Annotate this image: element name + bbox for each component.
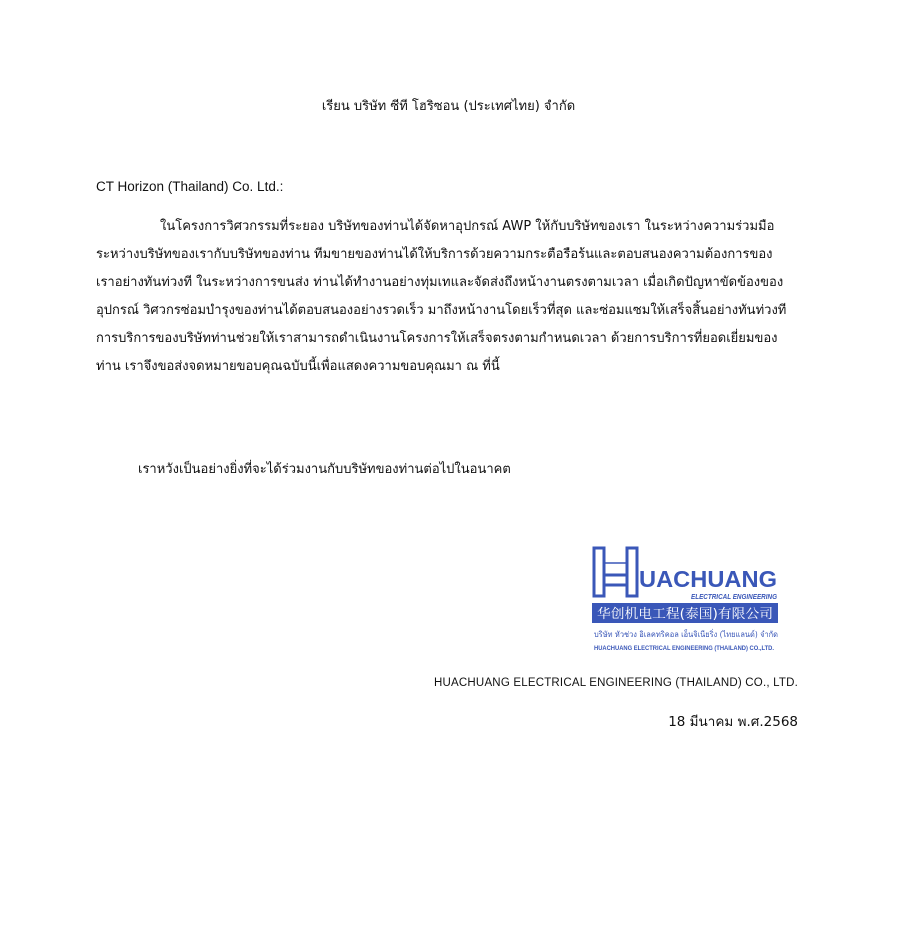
closing-line: เราหวังเป็นอย่างยิ่งที่จะได้ร่วมงานกับบริษัทของท่านต่อไปในอนาคต [138,462,511,477]
body-line: การบริการของบริษัทท่านช่วยให้เราสามารถดำเนินงานโครงการให้เสร็จตรงตามกำหนดเวลา ด้วยการบริการที่ยอดเยี่ยมของ [96,331,778,346]
logo-subtitle: ELECTRICAL ENGINEERING [691,592,778,601]
logo-chinese-name: 华创机电工程(泰国)有限公司 [597,607,764,622]
letter-date: 18 มีนาคม พ.ศ.2568 [668,714,798,730]
salutation: เรียน บริษัท ซีที โฮริซอน (ประเทศไทย) จำกัด [321,99,576,114]
body-line: ระหว่างบริษัทของเรากับบริษัทของท่าน ทีมขายของท่านได้ให้บริการด้วยความกระตือรือร้นและตอบสนองความต้องการของ [96,247,773,262]
body-line: ในโครงการวิศวกรรมที่ระยอง บริษัทของท่านได้จัดหาอุปกรณ์ AWP ให้กับบริษัทของเรา ในระหว่างความร่วมมือ [160,219,775,234]
logo-brand: UACHUANG [639,566,777,592]
body-line: อุปกรณ์ วิศวกรซ่อมบำรุงของท่านได้ตอบสนองอย่างรวดเร็ว มาถึงหน้างานโดยเร็วที่สุด และซ่อมแซมให้เสร็จสิ้นอย่างทันท่วงที [96,303,787,318]
logo-thai-name: บริษัท หัวช่วง อิเลคทริคอล เอ็นจิเนียริ่ง (ไทยแลนด์) จำกัด [594,630,792,639]
logo-h-mark [594,548,637,596]
company-name: HUACHUANG ELECTRICAL ENGINEERING (THAILAND) CO., LTD. [434,677,798,689]
body-paragraph [96,213,800,381]
recipient-line: CT Horizon (Thailand) Co. Ltd.: [96,179,284,194]
company-logo [589,543,792,655]
logo-english-name: HUACHUANG ELECTRICAL ENGINEERING (THAILAND) CO.,LTD. [594,645,775,652]
body-line: ท่าน เราจึงขอส่งจดหมายขอบคุณฉบับนี้เพื่อแสดงความขอบคุณมา ณ ที่นี้ [96,359,500,374]
body-line: เราอย่างทันท่วงที ในระหว่างการขนส่ง ท่านได้ทำงานอย่างทุ่มเทและจัดส่งถึงหน้างานตรงตามเวลา เมื่อเกิดปัญหาขัดข้องของ [96,275,784,290]
